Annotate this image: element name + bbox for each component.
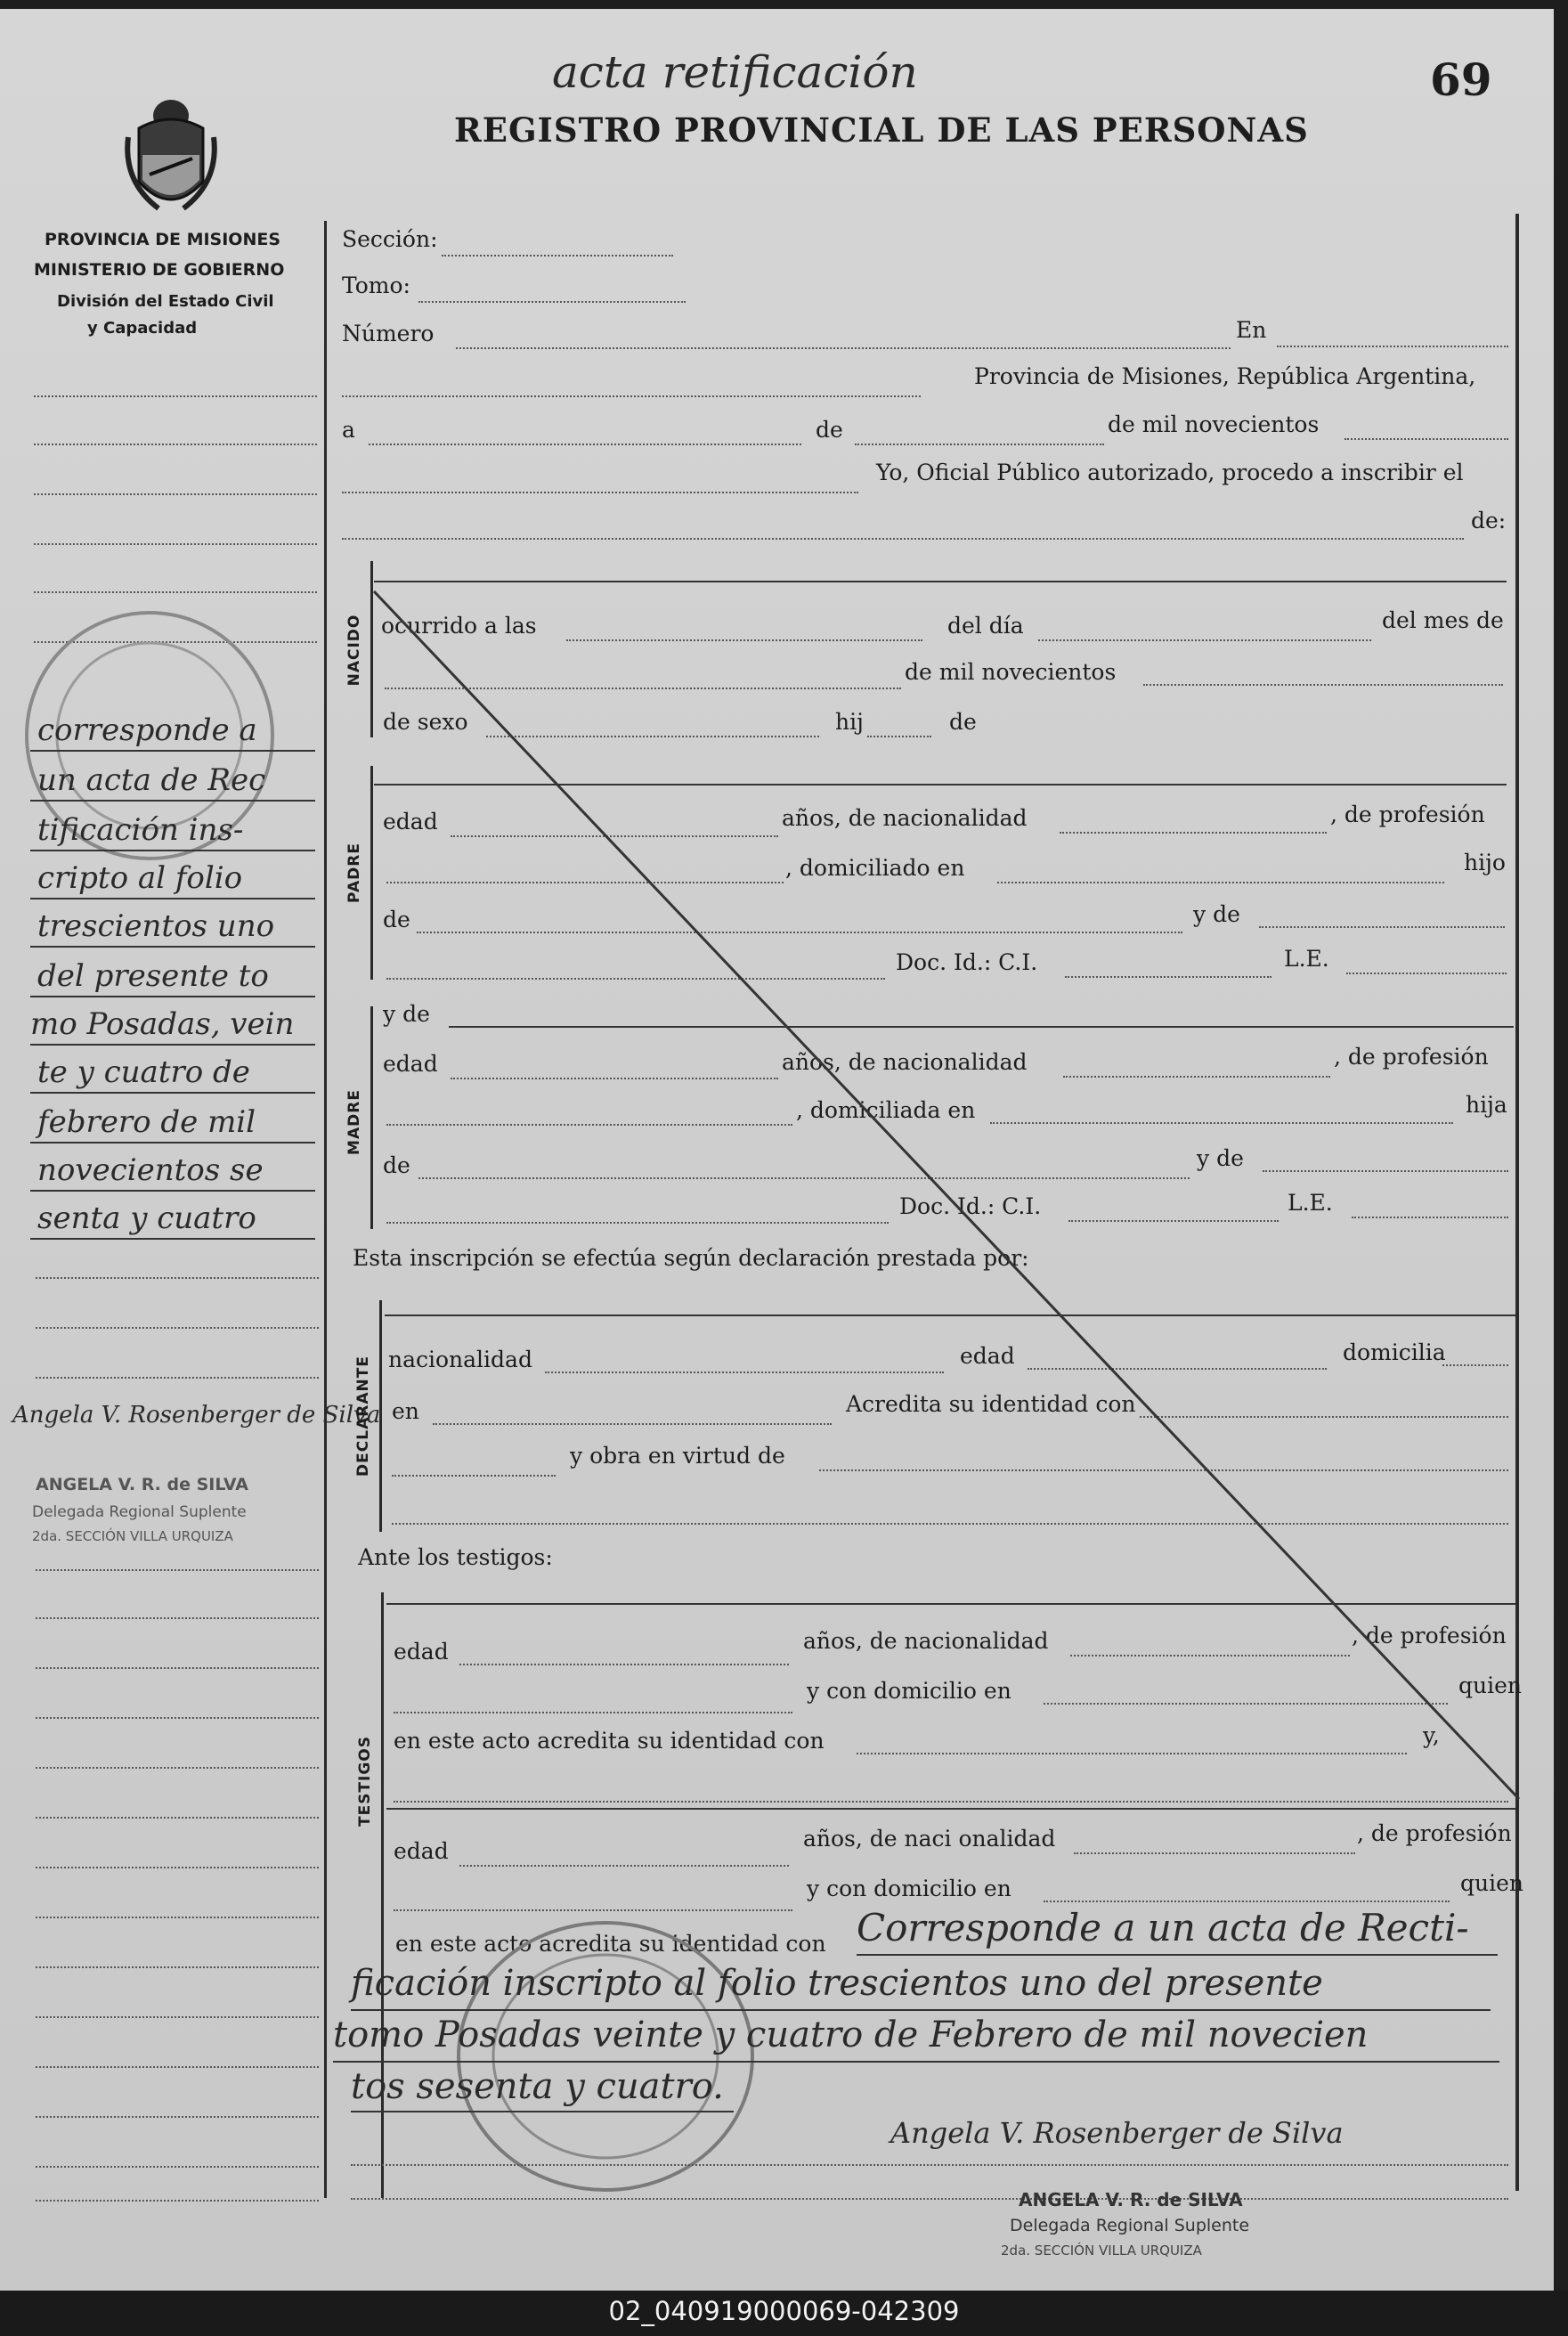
testigo2-quien-label: quien: [1460, 1870, 1523, 1896]
provincia-text: Provincia de Misiones, República Argentina,: [974, 363, 1476, 389]
del-mes-label: del mes de: [1382, 607, 1504, 633]
padre-edad-label: edad: [383, 809, 438, 834]
capacity-header: y Capacidad: [87, 319, 198, 338]
bottom-note-line: ficación inscripto al folio trescientos uno del presente: [351, 1963, 1323, 2004]
margin-note-line: novecientos se: [37, 1152, 264, 1188]
testigo1-acredita-label: en este acto acredita su identidad con: [394, 1728, 825, 1754]
madre-domiciliada-label: , domiciliada en: [796, 1097, 976, 1123]
padre-profesion-label: , de profesión: [1330, 802, 1485, 827]
testigo2-anios-label: años, de naci onalidad: [803, 1826, 1056, 1852]
declarante-en-label: en: [392, 1398, 419, 1424]
margin-note-line: febrero de mil: [37, 1104, 256, 1140]
padre-y-de-label: y de: [1193, 901, 1240, 927]
testigo2-profesion-label: , de profesión: [1357, 1820, 1512, 1846]
seccion-label: Sección:: [342, 226, 438, 252]
padre-label: PADRE: [345, 842, 363, 903]
division-header: División del Estado Civil: [57, 292, 274, 311]
margin-note-line: cripto al folio: [37, 860, 243, 896]
testigo2-acredita-label: en este acto acredita su identidad con: [395, 1931, 826, 1957]
declarante-nacionalidad-label: nacionalidad: [388, 1347, 532, 1372]
testigos-label: TESTIGOS: [356, 1735, 374, 1827]
declarante-edad-label: edad: [960, 1343, 1015, 1369]
testigo1-anios-label: años, de nacionalidad: [803, 1628, 1049, 1654]
testigo1-y-label: y,: [1423, 1722, 1440, 1748]
padre-de-label: de: [383, 907, 410, 932]
margin-note-line: senta y cuatro: [37, 1201, 256, 1236]
margin-stamp-section: 2da. SECCIÓN VILLA URQUIZA: [32, 1528, 233, 1544]
madre-y-de-top-label: y de: [383, 1001, 430, 1027]
de-mil-nacido-label: de mil novecientos: [905, 659, 1117, 685]
declaracion-text: Esta inscripción se efectúa según declaración prestada por:: [353, 1245, 1029, 1271]
madre-label: MADRE: [345, 1089, 363, 1155]
de-label: de: [816, 417, 843, 443]
testigo1-quien-label: quien: [1458, 1673, 1522, 1698]
de-sexo-label: de sexo: [383, 709, 468, 735]
padre-hijo-label: hijo: [1464, 850, 1506, 875]
de-colon-label: de:: [1471, 508, 1507, 533]
margin-note-line: te y cuatro de: [37, 1054, 250, 1090]
testigo1-profesion-label: , de profesión: [1352, 1623, 1507, 1648]
testigo2-domicilio-label: y con domicilio en: [807, 1876, 1011, 1901]
padre-domiciliado-label: , domiciliado en: [785, 855, 965, 881]
bottom-stamp-section: 2da. SECCIÓN VILLA URQUIZA: [1001, 2242, 1202, 2259]
madre-anios-label: años, de nacionalidad: [782, 1049, 1028, 1075]
madre-profesion-label: , de profesión: [1334, 1044, 1489, 1070]
margin-note-line: tificación ins-: [37, 812, 244, 848]
margin-note-line: trescientos uno: [37, 908, 275, 944]
declarante-obra-label: y obra en virtud de: [570, 1443, 785, 1469]
hij-label: hij: [835, 709, 864, 735]
handwritten-heading: acta retificación: [552, 46, 918, 98]
page-number: 69: [1430, 53, 1492, 106]
de-mil-label: de mil novecientos: [1108, 411, 1320, 437]
madre-y-de-label: y de: [1197, 1145, 1244, 1171]
margin-stamp-name: ANGELA V. R. de SILVA: [36, 1475, 248, 1494]
oficial-text: Yo, Oficial Público autorizado, procedo a inscribir el: [876, 460, 1464, 485]
a-label: a: [342, 417, 355, 443]
madre-doc-label: Doc. Id.: C.I.: [899, 1193, 1042, 1219]
bottom-note-line: tomo Posadas veinte y cuatro de Febrero de mil novecien: [333, 2014, 1369, 2055]
testigo1-edad-label: edad: [394, 1639, 449, 1665]
ante-testigos-text: Ante los testigos:: [358, 1544, 553, 1570]
margin-note-line: un acta de Rec: [37, 762, 266, 798]
tomo-label: Tomo:: [342, 273, 410, 298]
madre-edad-label: edad: [383, 1051, 438, 1077]
declarante-domicilia-label: domicilia: [1343, 1339, 1446, 1365]
padre-anios-label: años, de nacionalidad: [782, 805, 1028, 831]
ocurrido-label: ocurrido a las: [381, 613, 537, 639]
madre-le-label: L.E.: [1288, 1190, 1333, 1216]
bottom-stamp-name: ANGELA V. R. de SILVA: [1019, 2189, 1243, 2210]
padre-le-label: L.E.: [1284, 946, 1329, 972]
testigo1-domicilio-label: y con domicilio en: [807, 1678, 1011, 1704]
del-dia-label: del día: [947, 613, 1024, 639]
footer-document-id: 02_040919000069-042309: [608, 2296, 960, 2326]
testigo2-edad-label: edad: [394, 1838, 449, 1864]
madre-hija-label: hija: [1466, 1092, 1507, 1118]
province-header: PROVINCIA DE MISIONES: [45, 230, 281, 249]
declarante-label: DECLARANTE: [354, 1355, 372, 1477]
ministry-header: MINISTERIO DE GOBIERNO: [34, 260, 285, 280]
bottom-note-line: tos sesenta y cuatro.: [351, 2066, 724, 2107]
declarante-acredita-label: Acredita su identidad con: [846, 1391, 1136, 1417]
margin-note-line: mo Posadas, vein: [30, 1006, 295, 1042]
bottom-signature: Angela V. Rosenberger de Silva: [890, 2116, 1344, 2150]
document-title: REGISTRO PROVINCIAL DE LAS PERSONAS: [454, 110, 1309, 150]
margin-note-line: corresponde a: [37, 712, 257, 748]
numero-label: Número: [342, 321, 435, 346]
madre-de-label: de: [383, 1152, 410, 1178]
margin-signature: Angela V. Rosenberger de Silva: [12, 1402, 381, 1428]
bottom-note-line: Corresponde a un acta de Recti-: [857, 1906, 1469, 1949]
margin-stamp-role: Delegada Regional Suplente: [32, 1503, 247, 1521]
nacido-label: NACIDO: [345, 614, 363, 687]
en-label: En: [1236, 317, 1267, 343]
de-nacido-label: de: [949, 709, 977, 735]
padre-doc-label: Doc. Id.: C.I.: [896, 949, 1038, 975]
bottom-stamp-role: Delegada Regional Suplente: [1010, 2216, 1250, 2235]
margin-note-line: del presente to: [37, 958, 269, 994]
